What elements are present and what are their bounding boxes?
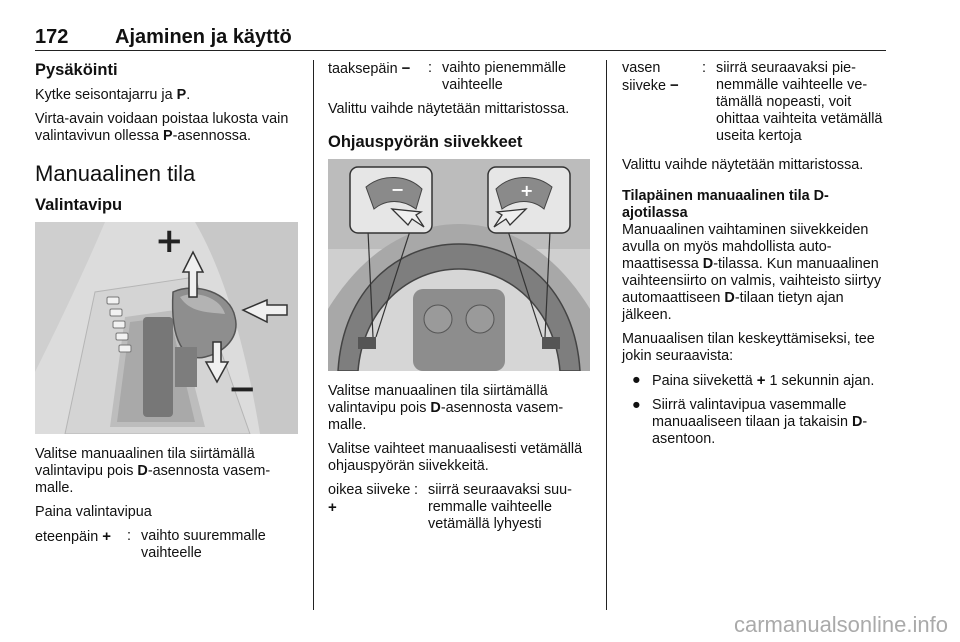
column-3 xyxy=(622,60,888,455)
minus-icon: − xyxy=(401,60,411,77)
page-number: 172 xyxy=(35,26,69,48)
heading-parking: Pysäköinti xyxy=(35,61,118,79)
plus-icon: + xyxy=(102,528,111,545)
description-backward: vaihto pienemmälle vaihteelle xyxy=(442,60,566,93)
paragraph-parking-brake: Kytke seisontajarru ja P. xyxy=(35,87,191,103)
minus-icon: − xyxy=(391,180,405,199)
paragraph-press-lever: Paina valintavipua xyxy=(35,504,152,520)
term-forward: eteenpäin xyxy=(35,529,99,545)
description-forward: vaihto suuremmalle vaihteelle xyxy=(141,528,266,561)
plus-icon: + xyxy=(328,499,337,516)
definition-forward: eteenpäin + : vaihto suuremmalle vaihteelle xyxy=(35,528,298,562)
column-2 xyxy=(328,60,590,540)
selector-lever-illustration xyxy=(35,222,298,434)
paragraph-gear-display: Valittu vaihde näytetään mittaristossa. xyxy=(328,101,570,117)
minus-icon: − xyxy=(670,77,679,94)
bullet-item-move-lever: ● Siirrä valintavipua vasemmalle manuaaliseen tilaan ja takaisin D-asentoon. xyxy=(632,397,868,447)
term-backward: taaksepäin xyxy=(328,61,398,77)
paragraph-cancel-manual: Manuaalisen tilan keskeyttämiseksi, tee jokin seuraavista: xyxy=(622,331,875,364)
paragraph-key-removal: Virta-avain voidaan poistaa lukosta vain valintavivun ollessa P-asennossa. xyxy=(35,111,289,144)
description-left-paddle: siirrä seuraavaksi pienemmälle vaihteelle vetämällä nopeasti, voit ohittaa vaihteita vetämällä useita kertoja xyxy=(716,60,883,144)
column-divider xyxy=(606,60,607,610)
page-header xyxy=(35,16,886,51)
plus-icon: + xyxy=(155,222,184,261)
heading-temporary-manual: Tilapäinen manuaalinen tila D-ajotilassa xyxy=(622,188,829,221)
plus-icon: + xyxy=(756,372,766,389)
term-right-paddle: oikea siiveke xyxy=(328,482,411,498)
paragraph-gear-display-2: Valittu vaihde näytetään mittaristossa. xyxy=(622,157,864,173)
definition-backward: taaksepäin − : vaihto pienemmälle vaihteelle xyxy=(328,60,590,94)
heading-selector-lever: Valintavipu xyxy=(35,196,123,214)
term-left-paddle: vasen siiveke xyxy=(622,60,666,94)
description-right-paddle: siirrä seuraavaksi suuremmalle vaihteelle vetämällä lyhyesti xyxy=(428,482,572,532)
bullet-item-press-paddle: ● Paina siivekettä + 1 sekunnin ajan. xyxy=(632,372,875,389)
chapter-title: Ajaminen ja käyttö xyxy=(115,26,292,48)
column-divider xyxy=(313,60,314,610)
paragraph-select-manual: Valitse manuaalinen tila siirtämällä valintavipu pois D-asennosta vasemmalle. xyxy=(35,446,271,496)
heading-manual-mode: Manuaalinen tila xyxy=(35,161,196,186)
paragraph-manual-paddles: Valitse vaihteet manuaalisesti vetämällä ohjauspyörän siivekkeitä. xyxy=(328,441,583,474)
heading-steering-paddles: Ohjauspyörän siivekkeet xyxy=(328,133,523,151)
minus-icon: − xyxy=(228,369,257,409)
definition-right-paddle: oikea siiveke + : siirrä seuraavaksi suuremmalle vaihteelle vetämällä lyhyesti xyxy=(328,482,590,533)
watermark: carmanualsonline.info xyxy=(733,612,948,637)
column-1 xyxy=(35,60,298,569)
bullet-icon: ● xyxy=(632,397,641,413)
paragraph-select-manual-2: Valitse manuaalinen tila siirtämällä valintavipu pois D-asennosta vasemmalle. xyxy=(328,383,564,433)
steering-paddles-illustration xyxy=(328,159,590,371)
bullet-icon: ● xyxy=(632,372,641,388)
paragraph-temporary-manual: Manuaalinen vaihtaminen siivekkeiden avulla on myös mahdollista automaattisessa D-tilassa. Kun manuaalinen vaihteensiirto on valmis, vaihteisto siirtyy automaattiseen D-tilaan tietyn ajan jälkeen. xyxy=(622,222,882,323)
definition-left-paddle: vasen siiveke − : siirrä seuraavaksi pienemmälle vaihteelle vetämällä nopeasti, voit ohittaa vaihteita vetämällä useita kertoja xyxy=(622,60,888,145)
plus-icon: + xyxy=(520,181,534,200)
